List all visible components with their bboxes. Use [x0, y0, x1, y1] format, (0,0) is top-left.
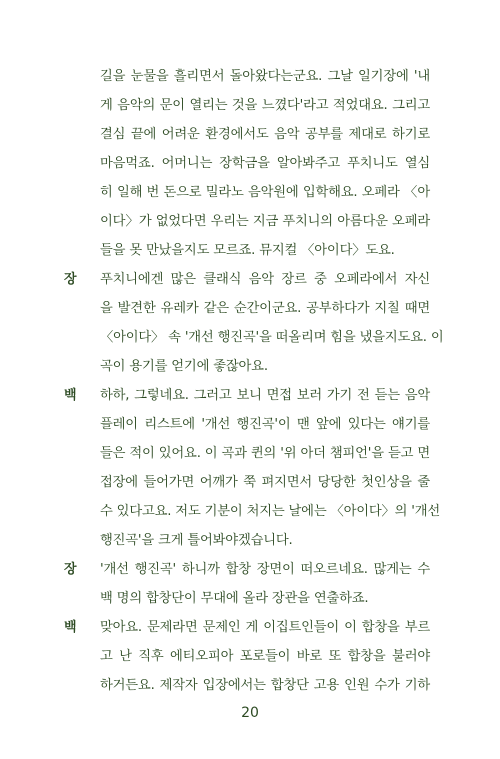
text-line	[0, 671, 500, 700]
speaker-label: 장	[64, 272, 77, 287]
text-line	[0, 352, 500, 381]
line-text: '개선 행진곡' 하니까 합창 장면이 떠오르네요. 많게는 수	[100, 562, 430, 577]
text-line	[0, 468, 500, 497]
line-text: 마음먹죠. 어머니는 장학금을 알아봐주고 푸치니도 열심	[100, 156, 430, 171]
line-text: 을 발견한 유레카 같은 순간이군요. 공부하다가 지칠 때면	[100, 301, 430, 316]
speaker-label: 백	[64, 620, 77, 635]
text-line	[0, 613, 500, 642]
text-line	[0, 439, 500, 468]
line-text: 길을 눈물을 흘리면서 돌아왔다는군요. 그날 일기장에 '내	[100, 69, 430, 84]
line-text: 곡이 용기를 얻기에 좋잖아요.	[100, 359, 268, 374]
line-text: 결심 끝에 어려운 환경에서도 음악 공부를 제대로 하기로	[100, 127, 430, 142]
page-number: 20	[241, 705, 259, 721]
body-text	[0, 62, 500, 700]
text-line	[0, 120, 500, 149]
text-line	[0, 236, 500, 265]
line-text: 하거든요. 제작자 입장에서는 합창단 고용 인원 수가 기하	[100, 678, 430, 693]
line-text: 맞아요. 문제라면 문제인 게 이집트인들이 이 합창을 부르	[100, 620, 430, 635]
text-line	[0, 381, 500, 410]
text-line	[0, 62, 500, 91]
line-text: 접장에 들어가면 어깨가 쭉 펴지면서 당당한 첫인상을 줄	[100, 475, 430, 490]
text-line	[0, 178, 500, 207]
speaker-label: 백	[64, 388, 77, 403]
text-line	[0, 91, 500, 120]
line-text: 게 음악의 문이 열리는 것을 느꼈다'라고 적었대요. 그리고	[100, 98, 430, 113]
line-text: 고 난 직후 에티오피아 포로들이 바로 또 합창을 불러야	[100, 649, 430, 664]
line-text: 수 있다고요. 저도 기분이 처지는 날에는 〈아이다〉의 '개선	[100, 504, 441, 519]
line-text: 백 명의 합창단이 무대에 올라 장관을 연출하죠.	[100, 591, 369, 606]
line-text: 들을 못 만났을지도 모르죠. 뮤지컬 〈아이다〉도요.	[100, 243, 395, 258]
line-text: 플레이 리스트에 '개선 행진곡'이 맨 앞에 있다는 얘기를	[100, 417, 430, 432]
line-text: 행진곡'을 크게 틀어봐야겠습니다.	[100, 533, 293, 548]
speaker-label: 장	[64, 562, 77, 577]
line-text: 하하, 그렇네요. 그러고 보니 면접 보러 가기 전 듣는 음악	[100, 388, 430, 403]
text-line	[0, 642, 500, 671]
text-line	[0, 410, 500, 439]
text-line	[0, 497, 500, 526]
text-line	[0, 526, 500, 555]
line-text: 푸치니에겐 많은 클래식 음악 장르 중 오페라에서 자신	[100, 272, 430, 287]
text-line	[0, 294, 500, 323]
line-text: 히 일해 번 돈으로 밀라노 음악원에 입학해요. 오페라 〈아	[100, 185, 430, 200]
text-line	[0, 207, 500, 236]
text-line	[0, 323, 500, 352]
text-line	[0, 265, 500, 294]
line-text: 〈아이다〉 속 '개선 행진곡'을 떠올리며 힘을 냈을지도요. 이	[100, 330, 444, 345]
line-text: 들은 적이 있어요. 이 곡과 퀸의 '위 아더 챔피언'을 듣고 면	[100, 446, 430, 461]
line-text: 이다〉가 없었다면 우리는 지금 푸치니의 아름다운 오페라	[100, 214, 430, 229]
text-line	[0, 555, 500, 584]
text-line	[0, 584, 500, 613]
text-line	[0, 149, 500, 178]
